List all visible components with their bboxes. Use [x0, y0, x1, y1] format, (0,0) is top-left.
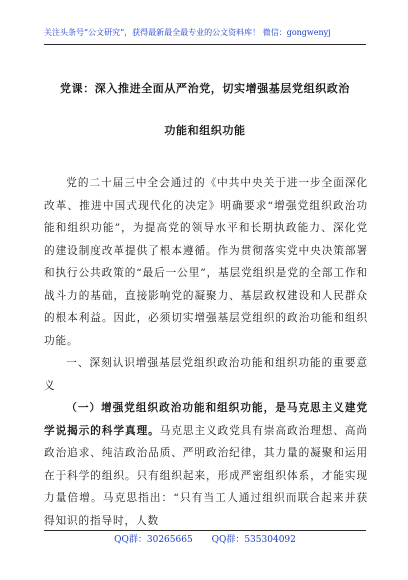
section-heading-1: 一、深刻认识增强基层党组织政治功能和组织功能的重要意义: [44, 357, 368, 392]
header-divider: [44, 44, 366, 45]
point-1-lead: （一）增强党组织政治功能和组织功能，是马克思主义建党学说揭示的科学真理。: [44, 402, 368, 437]
footer: [44, 534, 366, 546]
footer-qq-group-2: QQ群：535304092: [211, 535, 296, 545]
document-body: [44, 172, 368, 532]
footer-divider: [44, 530, 366, 531]
document-title-line-2: 功能和组织功能: [164, 124, 246, 137]
document-title-line-1: 党课：深入推进全面从严治党，切实增强基层党组织政治: [60, 82, 350, 95]
point-1-text: 马克思主义政党具有崇高政治理想、高尚政治追求、纯洁政治品质、严明政治纪律，其力量的凝聚和运用在于科学的组织。只有组织起来，形成严密组织体系，才能实现力量倍增。马克思指出：“只有当工人通过组织而联合起来并获得知识的指导时，人数: [44, 424, 369, 527]
paragraph-point-1: [44, 397, 368, 532]
footer-qq-group-1: QQ群：30265665: [114, 535, 193, 545]
paragraph-intro: 党的二十届三中全会通过的《中共中央关于进一步全面深化改革、推进中国式现代化的决定》明确要求“增强党组织政治功能和组织功能”，为提高党的领导水平和长期执政能力、深化党的建设制度改革提供了根本遵循。作为贯彻落实党中央决策部署和执行公共政策的“最后一公里”，基层党组织是党的全部工作和战斗力的基础，直接影响党的凝聚力、基层政权建设和人民群众的根本利益。因此，必须切实增强基层党组织的政治功能和组织功能。: [44, 177, 368, 347]
header-note: 关注头条号“公文研究”，获得最新最全最专业的公文资料库！ 微信：gongwenyj: [44, 28, 331, 37]
